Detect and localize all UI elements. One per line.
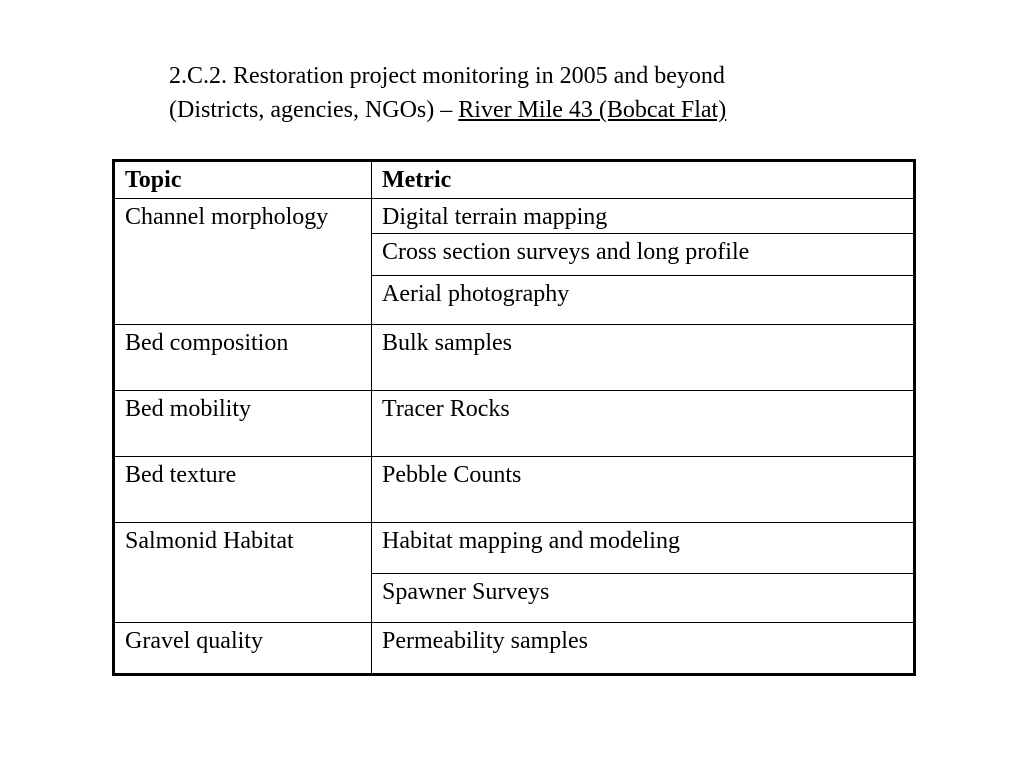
table-row [114,457,915,523]
title-line-2 [169,93,929,127]
table-row [114,325,915,391]
metric-cell: Habitat mapping and modeling [372,523,915,574]
metric-cell: Digital terrain mapping [372,199,915,234]
column-header-topic: Topic [114,161,372,199]
topic-cell: Bed texture [114,457,372,523]
topic-cell: Channel morphology [114,199,372,325]
topic-cell: Bed composition [114,325,372,391]
monitoring-table [112,159,916,676]
table-row [114,391,915,457]
column-header-metric: Metric [372,161,915,199]
page-title [169,59,929,127]
table-row [114,523,915,574]
table-row [114,199,915,234]
location-link[interactable]: River Mile 43 (Bobcat Flat) [458,97,727,123]
metric-cell: Permeability samples [372,623,915,675]
topic-cell: Salmonid Habitat [114,523,372,623]
table-row [114,623,915,675]
metric-cell: Aerial photography [372,276,915,325]
topic-cell: Bed mobility [114,391,372,457]
metric-cell: Cross section surveys and long profile [372,234,915,276]
metric-cell: Pebble Counts [372,457,915,523]
title-line-1: 2.C.2. Restoration project monitoring in 2005 and beyond [169,63,725,89]
metric-cell: Tracer Rocks [372,391,915,457]
metric-cell: Bulk samples [372,325,915,391]
topic-cell: Gravel quality [114,623,372,675]
table-header-row [114,161,915,199]
metric-cell: Spawner Surveys [372,574,915,623]
title-line-2-prefix: (Districts, agencies, NGOs) – [169,97,459,123]
